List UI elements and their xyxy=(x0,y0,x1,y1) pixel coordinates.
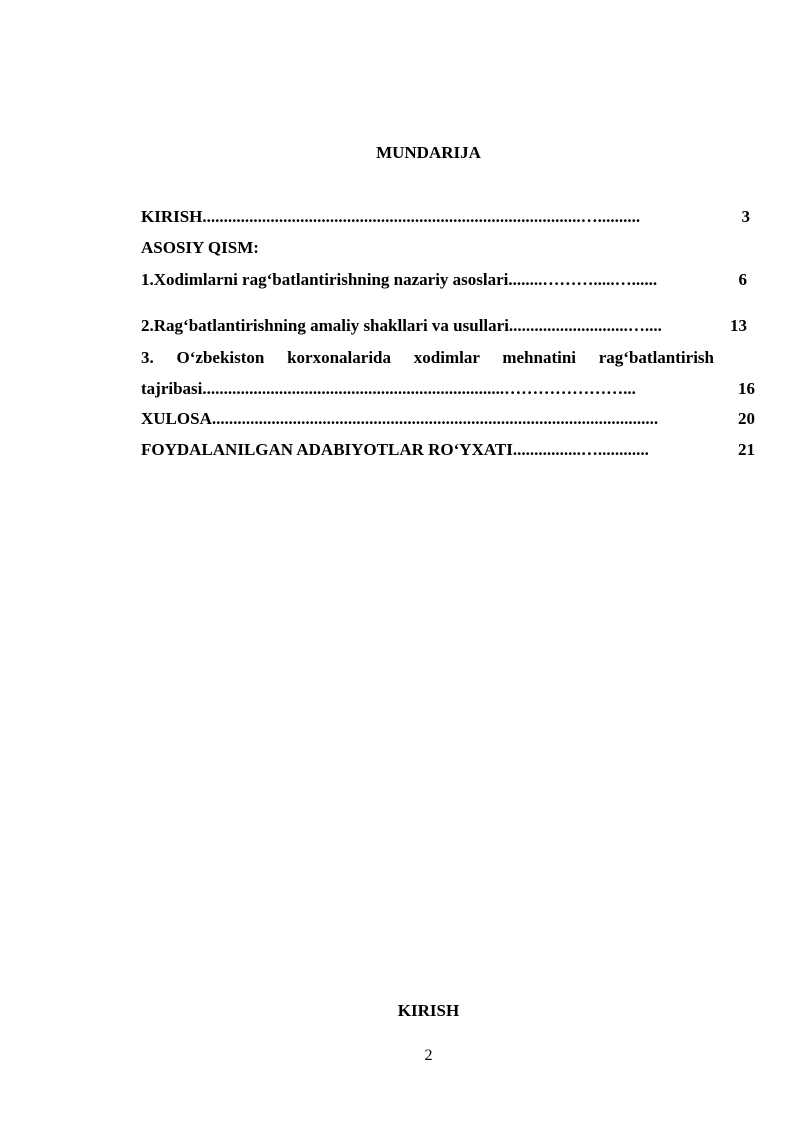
toc-page-chapter-3: 16 xyxy=(738,379,755,398)
toc-page-chapter-2: 13 xyxy=(730,316,747,335)
toc-entry-asosiy-qism: ASOSIY QISM: xyxy=(141,238,259,257)
toc-page-xulosa: 20 xyxy=(738,409,755,428)
toc-entry-xulosa: XULOSA......................................................................................................... xyxy=(141,409,659,428)
page-number: 2 xyxy=(424,1047,433,1064)
toc-entry-chapter-3-line1: 3. O‘zbekiston korxonalarida xodimlar mehnatini rag‘batlantirish xyxy=(141,348,714,367)
toc-page-kirish: 3 xyxy=(741,207,750,226)
toc-entry-adabiyotlar: FOYDALANILGAN ADABIYOTLAR RO‘YXATI................…............ xyxy=(141,440,649,459)
toc-entry-chapter-3-line2: tajribasi.......................................................................…………………... xyxy=(141,379,636,398)
section-heading-kirish: KIRISH xyxy=(397,1001,460,1020)
toc-entry-kirish: KIRISH.........................................................................................….......... xyxy=(141,207,641,226)
toc-page-chapter-1: 6 xyxy=(738,270,747,289)
toc-title: MUNDARIJA xyxy=(376,143,481,162)
toc-entry-chapter-2: 2.Rag‘batlantirishning amaliy shakllari va usullari............................….... xyxy=(141,316,662,335)
toc-page-adabiyotlar: 21 xyxy=(738,440,755,459)
toc-entry-chapter-1: 1.Xodimlarni rag‘batlantirishning nazariy asoslari........……….....…...... xyxy=(141,270,658,289)
